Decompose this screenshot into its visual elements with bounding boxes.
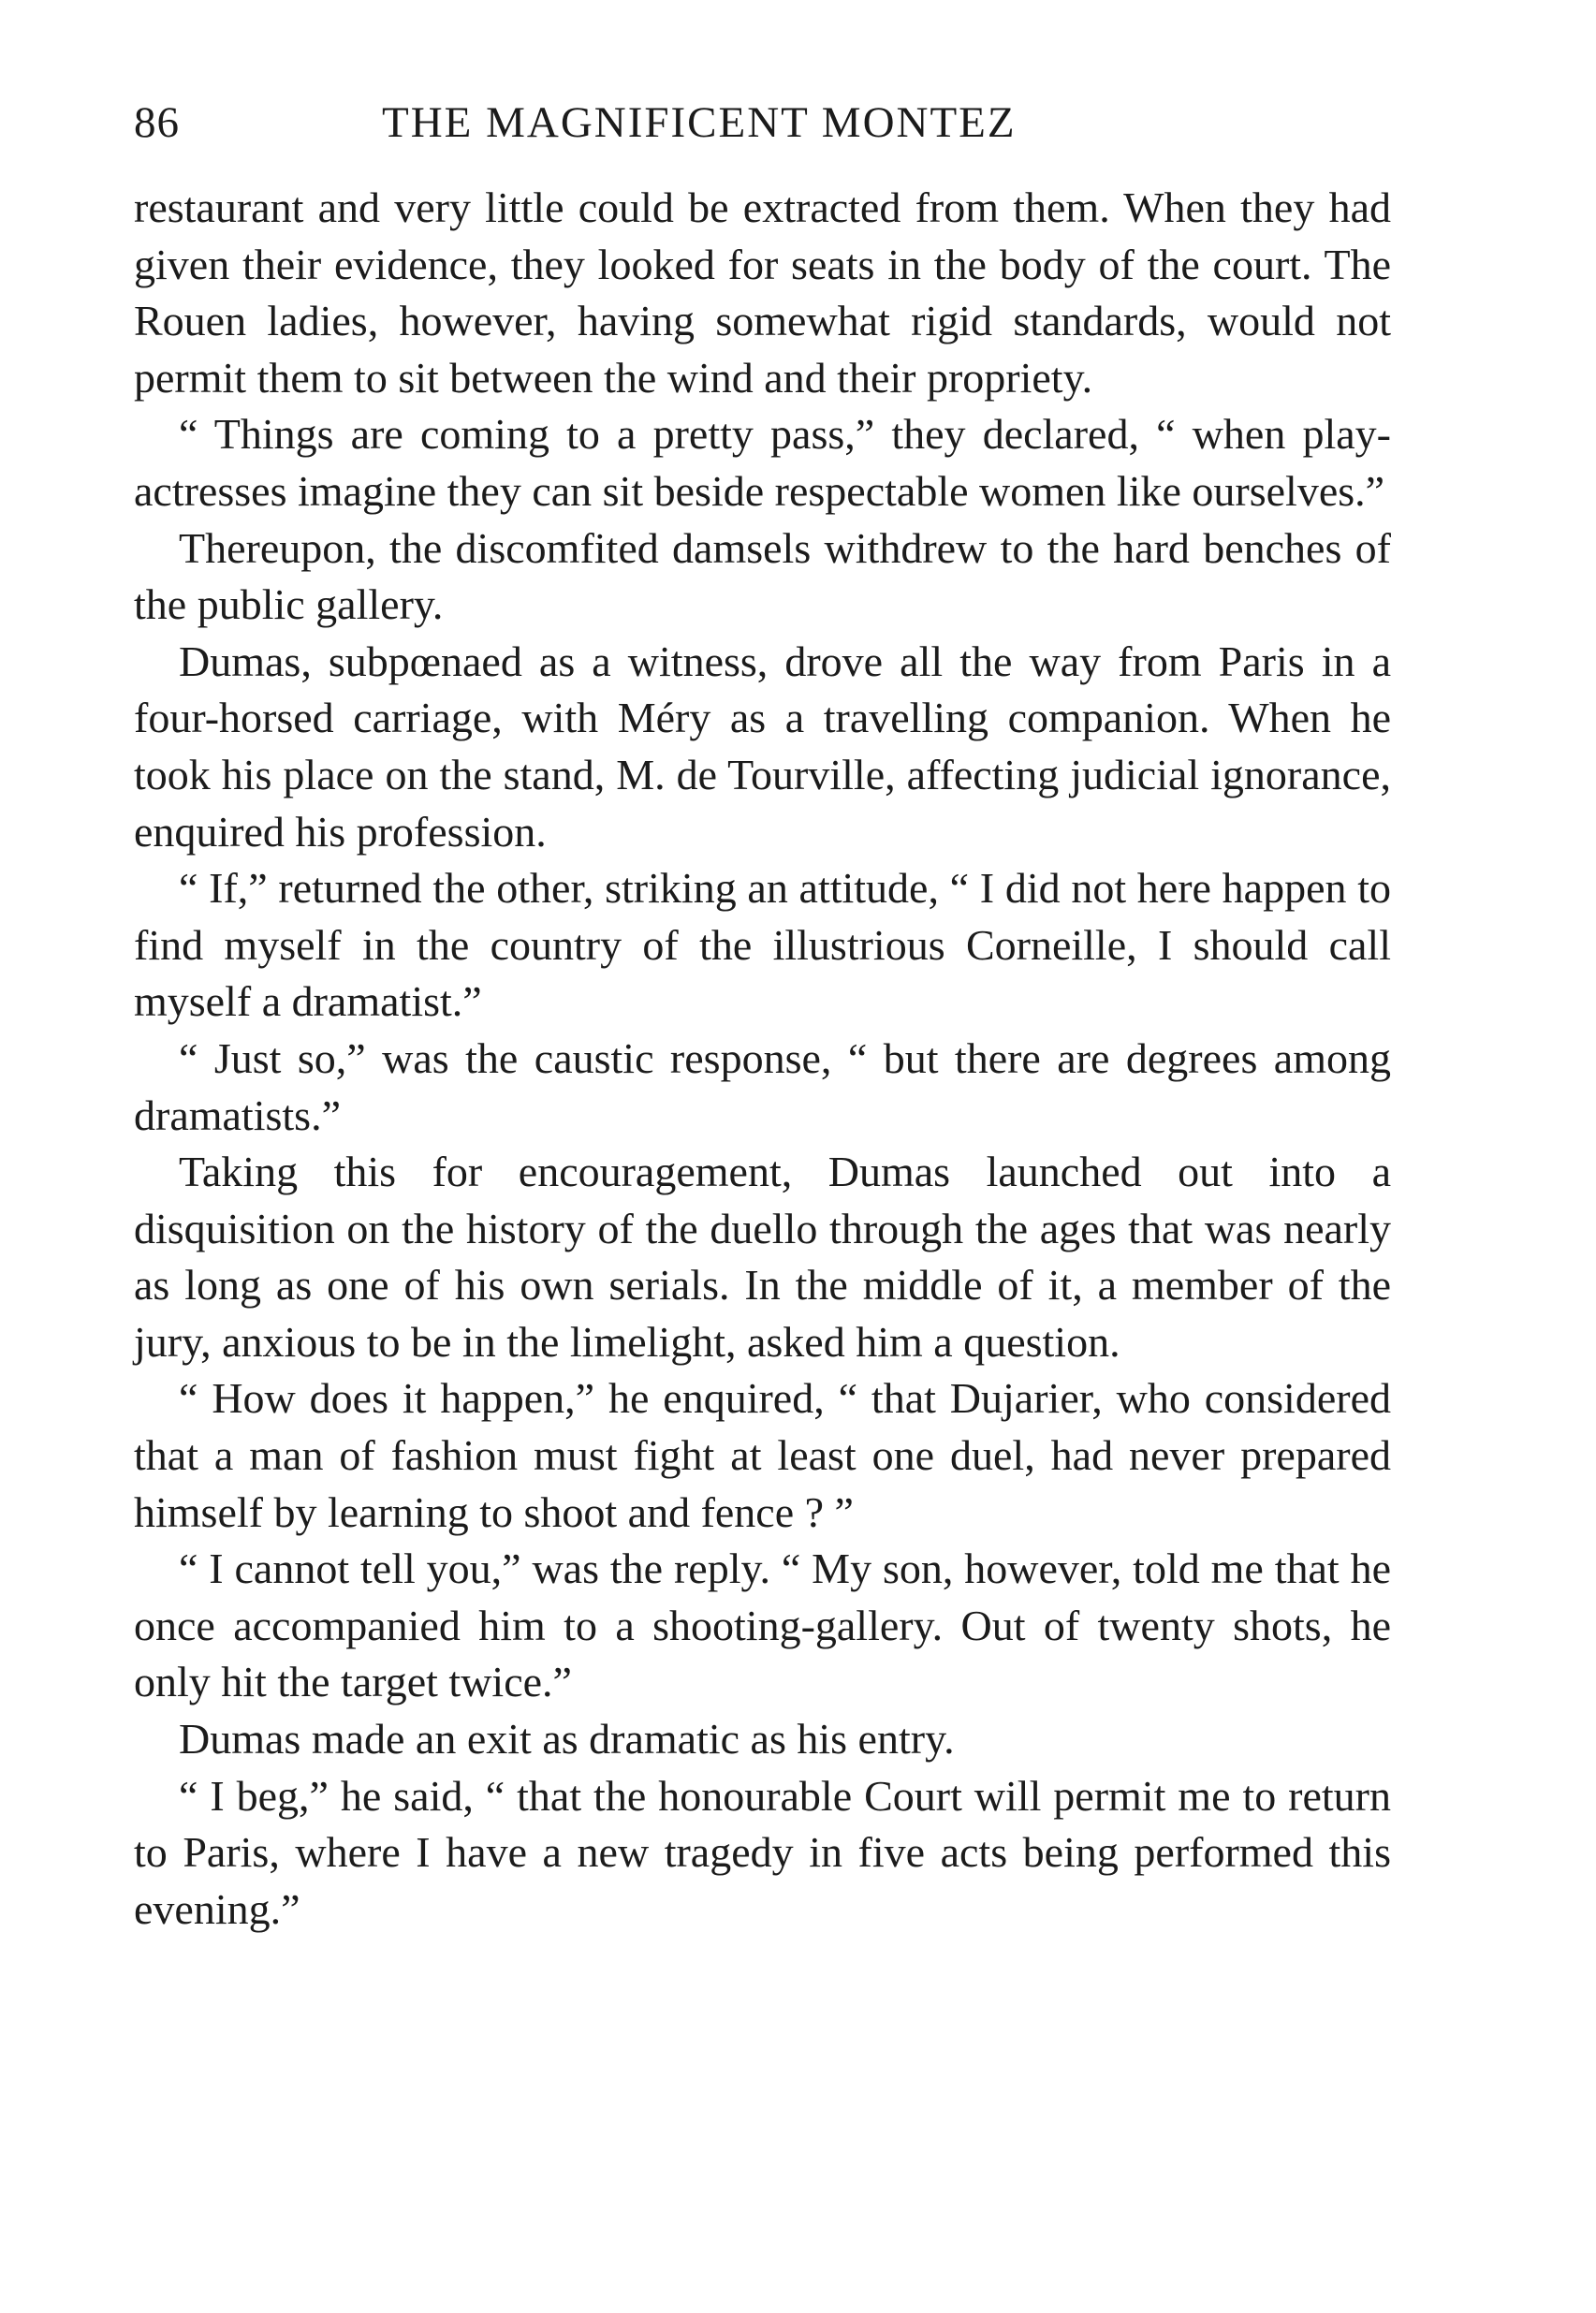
paragraph-10: Dumas made an exit as dramatic as his entry. <box>179 1715 955 1764</box>
page-header <box>134 94 1388 152</box>
paragraph-6: “ Just so,” was the caustic response, “ but there are degrees among dramatists.” <box>134 1033 1391 1139</box>
running-title: THE MAGNIFICENT MONTEZ <box>382 98 1017 147</box>
paragraph-3: Thereupon, the discomfited damsels withdrew to the hard benches of the public gallery. <box>134 523 1391 629</box>
paragraph-7: Taking this for encouragement, Dumas launched out into a disquisition on the history of the duello through the ages that was nearly as long as one of his own serials. In the middle of it, a member of the jury, anxious to be in the limelight, asked him a question. <box>134 1148 1391 1366</box>
paragraph-5: “ If,” returned the other, striking an attitude, “ I did not here happen to find myself in the country of the illustrious Corneille, I should call myself a dramatist.” <box>134 864 1391 1026</box>
paragraph-2: “ Things are coming to a pretty pass,” they declared, “ when play-actresses imagine they can sit beside respectable women like ourselves.” <box>134 410 1391 515</box>
paragraph-8: “ How does it happen,” he enquired, “ that Dujarier, who considered that a man of fashion must fight at least one duel, had never prepared himself by learning to shoot and fence ? ” <box>134 1374 1391 1536</box>
paragraph-9: “ I cannot tell you,” was the reply. “ My son, however, told me that he once accompanied him to a shooting-gallery. Out of twenty shots, he only hit the target twice.” <box>134 1544 1391 1706</box>
page-number: 86 <box>134 98 180 147</box>
paragraph-4: Dumas, subpœnaed as a witness, drove all the way from Paris in a four-horsed carriage, with Méry as a travelling companion. When he took his place on the stand, M. de Tourville, affecting judicial ignorance, enquired his profession. <box>134 637 1391 856</box>
page-body <box>134 180 1391 1938</box>
paragraph-1: restaurant and very little could be extracted from them. When they had given their evidence, they looked for seats in the body of the court. The Rouen ladies, however, having somewhat rigid standards, would not permit them to sit between the wind and their propriety. <box>134 183 1391 402</box>
paragraph-11: “ I beg,” he said, “ that the honourable Court will permit me to return to Paris, where I have a new tragedy in five acts being performed this evening.” <box>134 1771 1391 1933</box>
